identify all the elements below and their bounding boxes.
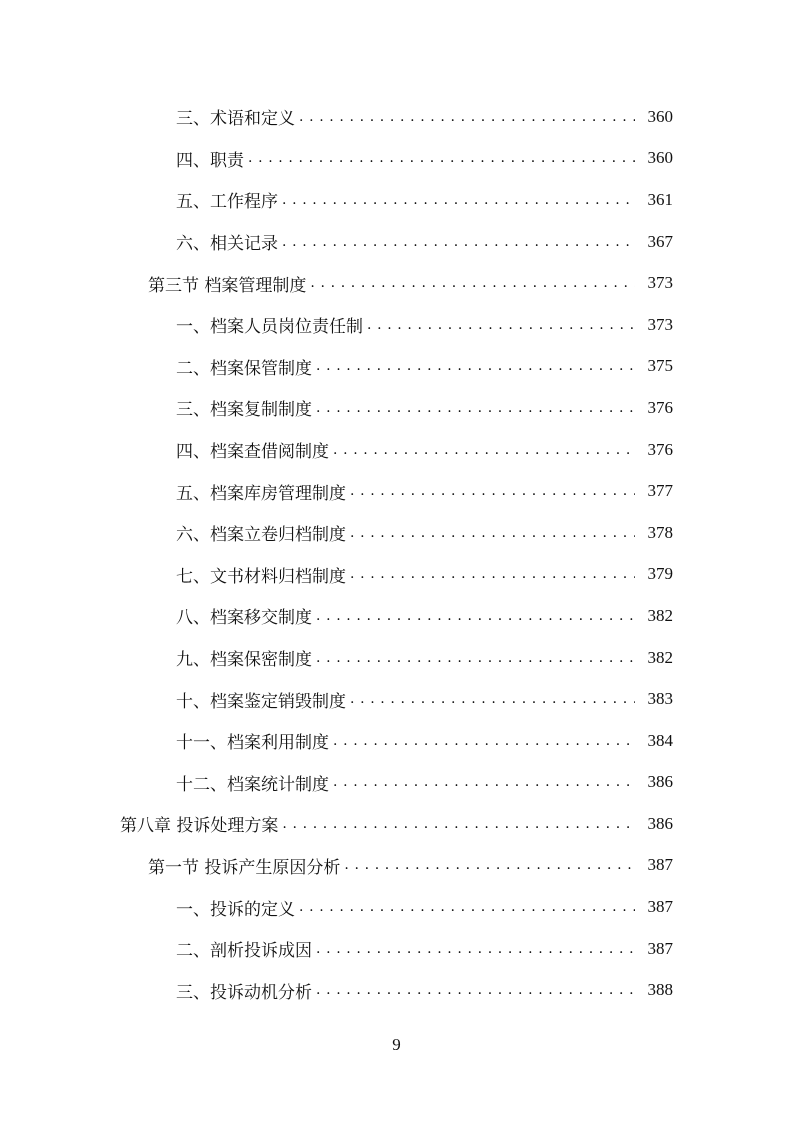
- toc-entry-title: 四、档案查借阅制度: [176, 442, 329, 463]
- toc-entry[interactable]: [0, 262, 793, 304]
- toc-entry[interactable]: [0, 221, 793, 263]
- toc-dot-leader: [350, 481, 635, 501]
- toc-entry-title: 三、投诉动机分析: [176, 982, 312, 1003]
- toc-dot-leader: [248, 148, 635, 168]
- toc-entry-title: 六、相关记录: [176, 234, 278, 255]
- toc-entry-title: 第八章 投诉处理方案: [120, 816, 279, 837]
- toc-dot-leader: [333, 772, 635, 792]
- toc-entry-title: 十、档案鉴定销毁制度: [176, 691, 346, 712]
- toc-entry-page: 361: [647, 189, 673, 209]
- table-of-contents: [0, 96, 793, 1011]
- toc-entry-title: 三、档案复制制度: [176, 400, 312, 421]
- toc-entry[interactable]: [0, 346, 793, 388]
- toc-dot-leader: [350, 689, 635, 709]
- toc-entry[interactable]: [0, 304, 793, 346]
- toc-entry[interactable]: [0, 928, 793, 970]
- toc-entry-title: 八、档案移交制度: [176, 608, 312, 629]
- toc-entry-page: 386: [647, 813, 673, 833]
- toc-entry[interactable]: [0, 96, 793, 138]
- toc-entry-page: 384: [647, 730, 673, 750]
- toc-entry-page: 387: [647, 855, 673, 875]
- toc-dot-leader: [316, 648, 635, 668]
- toc-entry[interactable]: [0, 470, 793, 512]
- toc-entry[interactable]: [0, 886, 793, 928]
- toc-entry-title: 七、文书材料归档制度: [176, 566, 346, 587]
- toc-entry-title: 一、投诉的定义: [176, 899, 295, 920]
- toc-entry-page: 360: [647, 148, 673, 168]
- toc-dot-leader: [316, 980, 635, 1000]
- toc-dot-leader: [282, 814, 635, 834]
- toc-entry[interactable]: [0, 637, 793, 679]
- toc-entry-page: 373: [647, 314, 673, 334]
- toc-dot-leader: [282, 190, 635, 210]
- toc-entry-page: 375: [647, 356, 673, 376]
- toc-dot-leader: [344, 855, 635, 875]
- toc-entry[interactable]: [0, 762, 793, 804]
- toc-entry-title: 二、剖析投诉成因: [176, 941, 312, 962]
- toc-entry-page: 386: [647, 772, 673, 792]
- toc-entry-page: 360: [647, 106, 673, 126]
- toc-entry[interactable]: [0, 803, 793, 845]
- toc-entry-page: 382: [647, 605, 673, 625]
- toc-entry[interactable]: [0, 179, 793, 221]
- toc-dot-leader: [310, 273, 635, 293]
- toc-entry-title: 五、档案库房管理制度: [176, 483, 346, 504]
- toc-entry-title: 五、工作程序: [176, 192, 278, 213]
- toc-dot-leader: [316, 939, 635, 959]
- toc-dot-leader: [316, 606, 635, 626]
- toc-dot-leader: [333, 731, 635, 751]
- toc-entry-page: 378: [647, 522, 673, 542]
- toc-dot-leader: [299, 897, 635, 917]
- page-number: 9: [392, 1035, 401, 1054]
- toc-entry[interactable]: [0, 554, 793, 596]
- toc-entry[interactable]: [0, 138, 793, 180]
- toc-entry[interactable]: [0, 678, 793, 720]
- toc-entry-title: 四、职责: [176, 150, 244, 171]
- toc-entry[interactable]: [0, 429, 793, 471]
- toc-entry[interactable]: [0, 720, 793, 762]
- toc-entry-page: 377: [647, 481, 673, 501]
- toc-dot-leader: [316, 356, 635, 376]
- toc-entry-page: 379: [647, 564, 673, 584]
- toc-entry-title: 三、术语和定义: [176, 109, 295, 130]
- toc-entry[interactable]: [0, 845, 793, 887]
- toc-entry-title: 一、档案人员岗位责任制: [176, 317, 363, 338]
- toc-dot-leader: [299, 107, 635, 127]
- toc-entry[interactable]: [0, 512, 793, 554]
- toc-entry-title: 十二、档案统计制度: [176, 774, 329, 795]
- toc-entry-page: 387: [647, 938, 673, 958]
- toc-entry-page: 383: [647, 689, 673, 709]
- toc-dot-leader: [350, 564, 635, 584]
- toc-entry-title: 第一节 投诉产生原因分析: [148, 857, 341, 878]
- toc-entry-title: 六、档案立卷归档制度: [176, 525, 346, 546]
- toc-entry-page: 388: [647, 980, 673, 1000]
- toc-entry-title: 十一、档案利用制度: [176, 733, 329, 754]
- toc-entry-page: 373: [647, 273, 673, 293]
- toc-entry-page: 382: [647, 647, 673, 667]
- toc-entry-page: 376: [647, 397, 673, 417]
- toc-dot-leader: [282, 232, 635, 252]
- toc-entry[interactable]: [0, 969, 793, 1011]
- toc-dot-leader: [316, 398, 635, 418]
- toc-entry-page: 387: [647, 897, 673, 917]
- toc-entry-title: 第三节 档案管理制度: [148, 275, 307, 296]
- toc-entry-page: 376: [647, 439, 673, 459]
- toc-entry-title: 九、档案保密制度: [176, 650, 312, 671]
- toc-entry-title: 二、档案保管制度: [176, 358, 312, 379]
- toc-dot-leader: [367, 315, 635, 335]
- toc-dot-leader: [350, 523, 635, 543]
- toc-dot-leader: [333, 440, 635, 460]
- toc-entry[interactable]: [0, 387, 793, 429]
- toc-entry-page: 367: [647, 231, 673, 251]
- toc-entry[interactable]: [0, 595, 793, 637]
